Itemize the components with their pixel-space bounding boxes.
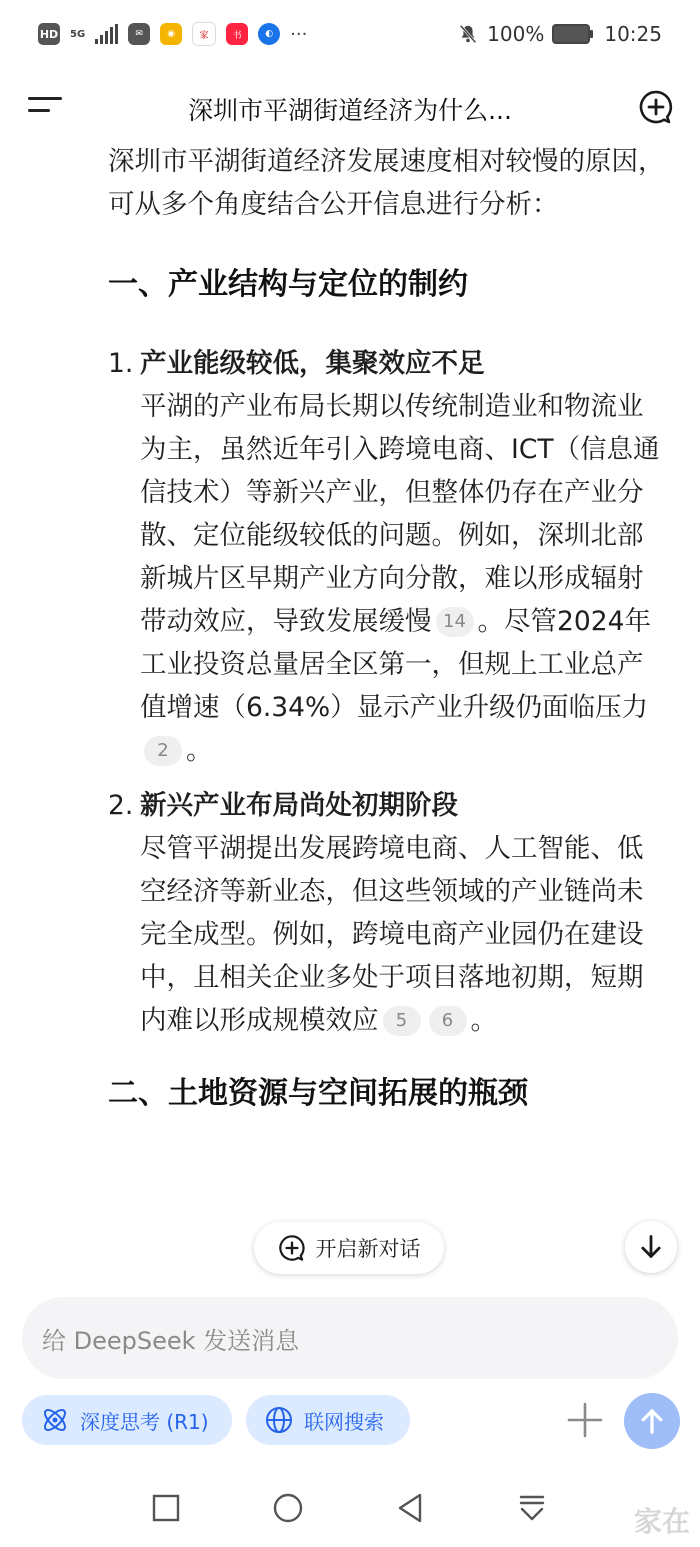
deep-think-label: 深度思考 (R1) <box>80 1409 209 1434</box>
web-search-toggle[interactable] <box>246 1395 410 1445</box>
home-button[interactable] <box>268 1488 308 1528</box>
plus-icon[interactable] <box>565 1398 605 1442</box>
list-item-text: 。 <box>186 735 213 766</box>
web-search-label: 联网搜索 <box>304 1409 384 1434</box>
new-chat-icon <box>278 1234 306 1262</box>
browser-app-icon: ◐ <box>258 23 280 45</box>
signal-icon <box>95 24 118 44</box>
recents-button[interactable] <box>146 1488 186 1528</box>
chat-title[interactable]: 深圳市平湖街道经济为什么... <box>188 96 512 125</box>
notification-pulldown-button[interactable] <box>512 1488 552 1528</box>
mute-bell-icon <box>457 23 479 45</box>
list-item <box>108 784 668 1042</box>
new-chat-label: 开启新对话 <box>315 1237 421 1261</box>
deep-think-toggle[interactable] <box>22 1395 232 1445</box>
chat-header <box>0 75 700 141</box>
citation-badge[interactable]: 6 <box>429 1006 467 1036</box>
battery-icon <box>552 24 590 44</box>
assistant-message <box>108 140 668 1260</box>
message-app-icon: ✉ <box>128 23 150 45</box>
status-left <box>38 22 307 46</box>
globe-icon <box>264 1405 294 1435</box>
list-number: 1. <box>108 348 134 379</box>
list-item-title: 产业能级较低，集聚效应不足 <box>140 348 485 379</box>
citation-badge[interactable]: 5 <box>383 1006 421 1036</box>
list-item-text: 。尽管2024年工业投资总量居全区第一，但规上工业总产值增速（6.34%）显示产业升级仍面临压力 <box>140 606 651 723</box>
back-button[interactable] <box>390 1488 430 1528</box>
pulldown-icon <box>517 1492 547 1524</box>
arrow-down-icon <box>637 1233 665 1261</box>
status-right <box>457 22 662 46</box>
citation-badge[interactable]: 2 <box>144 736 182 766</box>
battery-percent: 100% <box>487 22 545 46</box>
jiazai-app-icon: 家 <box>192 22 216 46</box>
network-type: 5G <box>70 28 86 40</box>
scroll-to-bottom-button[interactable] <box>625 1221 677 1273</box>
more-notifications-icon: ··· <box>290 23 308 45</box>
send-button[interactable] <box>624 1393 680 1449</box>
clock: 10:25 <box>604 22 662 46</box>
intro-paragraph: 深圳市平湖街道经济发展速度相对较慢的原因，可从多个角度结合公开信息进行分析： <box>108 146 665 220</box>
message-input-placeholder: 给 DeepSeek 发送消息 <box>42 1327 300 1355</box>
hd-badge: HD <box>38 23 60 45</box>
status-bar <box>0 0 700 70</box>
list-item-text: 。 <box>470 1005 497 1036</box>
menu-icon[interactable] <box>28 95 64 121</box>
xiaohongshu-app-icon: 书 <box>226 23 248 45</box>
new-chat-icon[interactable] <box>638 89 674 125</box>
circle-icon <box>272 1492 304 1524</box>
back-triangle-icon <box>395 1492 425 1524</box>
atom-icon <box>40 1405 70 1435</box>
system-nav-bar <box>0 1470 700 1547</box>
list-item-title: 新兴产业布局尚处初期阶段 <box>140 790 458 821</box>
square-icon <box>151 1493 181 1523</box>
list-number: 2. <box>108 790 134 821</box>
site-watermark: 家在 <box>633 1505 690 1538</box>
message-input[interactable] <box>22 1297 678 1379</box>
new-chat-button[interactable] <box>254 1222 444 1274</box>
arrow-up-icon <box>637 1406 667 1436</box>
list-item-text: 尽管平湖提出发展跨境电商、人工智能、低空经济等新业态，但这些领域的产业链尚未完全成型。例如，跨境电商产业园仍在建设中，且相关企业多处于项目落地初期，短期内难以形成规模效应 <box>140 833 644 1036</box>
citation-badge[interactable]: 14 <box>436 607 474 637</box>
section-heading: 一、产业结构与定位的制约 <box>108 267 468 302</box>
list-item-text: 平湖的产业布局长期以传统制造业和物流业为主，虽然近年引入跨境电商、ICT（信息通信技术）等新兴产业，但整体仍存在产业分散、定位能级较低的问题。例如，深圳北部新城片区早期产业方向分散，难以形成辐射带动效应，导致发展缓慢 <box>140 391 660 637</box>
numbered-list <box>108 342 668 1042</box>
section-heading: 二、土地资源与空间拓展的瓶颈 <box>108 1076 528 1111</box>
list-item <box>108 342 668 772</box>
weibo-app-icon: ◉ <box>160 23 182 45</box>
